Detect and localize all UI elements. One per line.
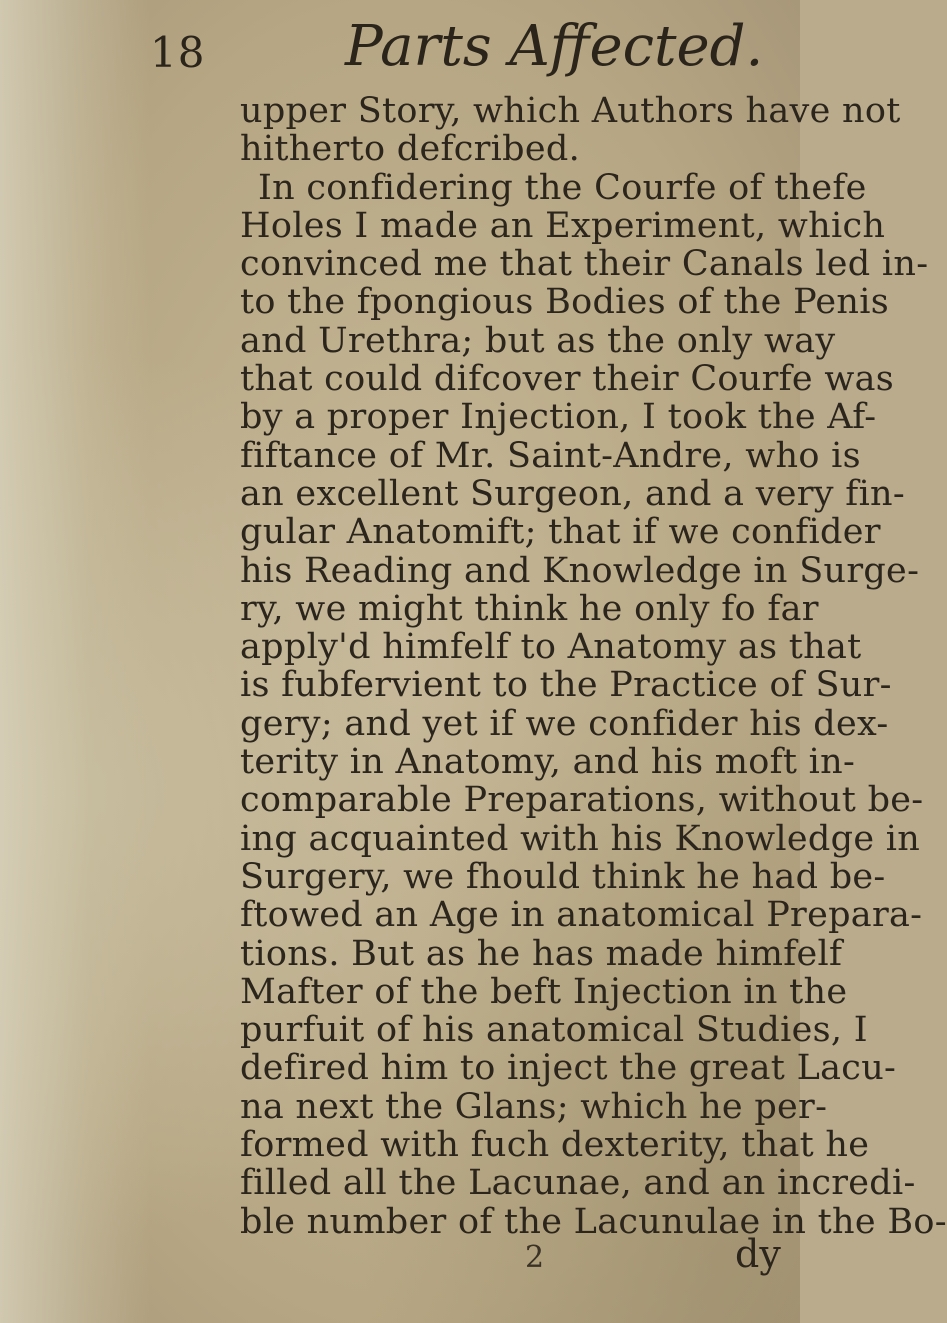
text-line: gular Anatomift; that if we confider — [240, 512, 881, 553]
text-line: convinced me that their Canals led in- — [240, 244, 929, 285]
text-line: gery; and yet if we confider his dex- — [240, 703, 889, 744]
text-line: and Urethra; but as the only way — [240, 320, 836, 361]
page-number: 18 — [150, 28, 206, 77]
text-line: ftowed an Age in anatomical Prepara- — [240, 895, 923, 936]
text-line: hitherto defcribed. — [240, 129, 580, 170]
text-line: Mafter of the beft Injection in the — [240, 971, 848, 1012]
body-text — [240, 91, 947, 1242]
running-head: Parts Affected. — [345, 14, 764, 79]
text-line: his Reading and Knowledge in Surge- — [240, 550, 920, 591]
text-line: Holes I made an Experiment, which — [240, 205, 886, 246]
text-line: na next the Glans; which he per- — [240, 1086, 828, 1127]
text-line: In confidering the Courfe of thefe — [258, 167, 867, 208]
text-line: ble number of the Lacunulae in the Bo- — [240, 1201, 947, 1242]
text-line: filled all the Lacunae, and an incredi- — [240, 1163, 916, 1204]
text-line: comparable Preparations, without be- — [240, 780, 924, 821]
text-line: upper Story, which Authors have not — [240, 91, 901, 131]
text-line: by a proper Injection, I took the Af- — [240, 397, 877, 438]
text-line: to the fpongious Bodies of the Penis — [240, 282, 889, 323]
text-line: is fubfervient to the Practice of Sur- — [240, 665, 892, 706]
text-line: Surgery, we fhould think he had be- — [240, 856, 886, 897]
text-line: defired him to inject the great Lacu- — [240, 1048, 897, 1089]
text-line: apply'd himfelf to Anatomy as that — [240, 627, 862, 668]
catchword: dy — [735, 1232, 781, 1276]
text-line: an excellent Surgeon, and a very fin- — [240, 473, 906, 514]
text-line: fiftance of Mr. Saint-Andre, who is — [240, 435, 861, 476]
text-line: purfuit of his anatomical Studies, I — [240, 1010, 868, 1051]
text-line: terity in Anatomy, and his moft in- — [240, 742, 856, 783]
page-gutter — [0, 0, 150, 1323]
signature-mark: 2 — [525, 1240, 545, 1275]
text-line: tions. But as he has made himfelf — [240, 933, 843, 974]
text-line: ry, we might think he only fo far — [240, 588, 819, 629]
text-line: that could difcover their Courfe was — [240, 359, 895, 400]
text-line: ing acquainted with his Knowledge in — [240, 818, 921, 859]
text-line: formed with fuch dexterity, that he — [240, 1125, 870, 1166]
